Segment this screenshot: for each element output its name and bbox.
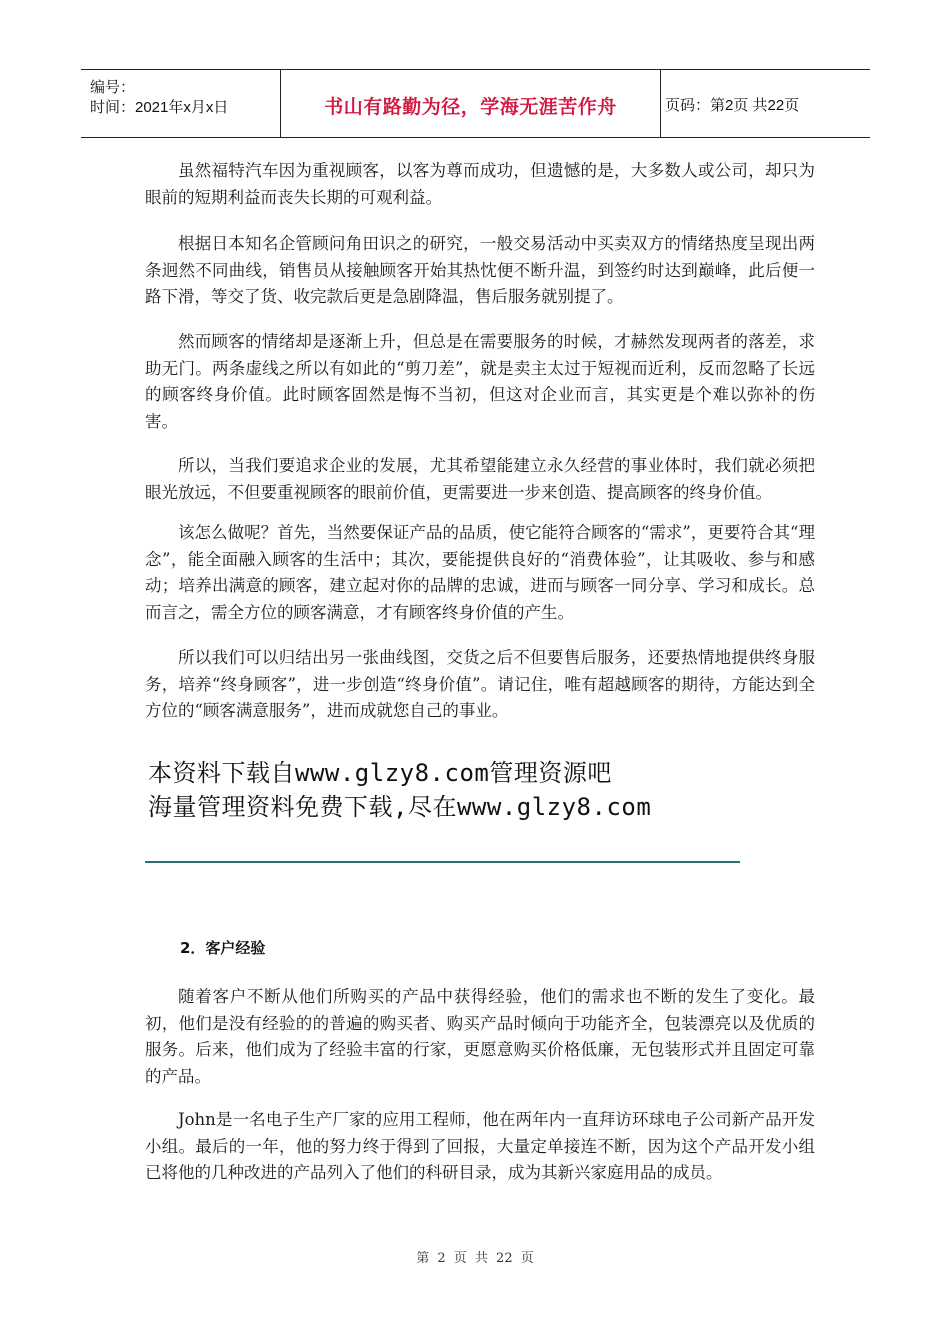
header-right-cell bbox=[661, 70, 870, 137]
page-header bbox=[81, 69, 870, 138]
serial-label: 编号： bbox=[90, 79, 136, 96]
header-left-cell bbox=[81, 70, 281, 137]
paragraph-3: 然而顾客的情绪却是逐渐上升，但总是在需要服务的时候，才赫然发现两者的落差，求助无门。两条虚线之所以有如此的“剪刀差”，就是卖主太过于短视而近利，反而忽略了长远的顾客终身价值。此时顾客固然是悔不当初，但这对企业而言，其实更是个难以弥补的伤害。 bbox=[145, 332, 815, 431]
paragraph-5: 该怎么做呢？首先，当然要保证产品的品质，使它能符合顾客的“需求”，更要符合其“理念”，能全面融入顾客的生活中；其次，要能提供良好的“消费体验”，让其吸收、参与和感动；培养出满意的顾客，建立起对你的品牌的忠诚，进而与顾客一同分享、学习和成长。总而言之，需全方位的顾客满意，才有顾客终身价值的产生。 bbox=[145, 523, 815, 622]
paragraph-6: 所以我们可以归结出另一张曲线图，交货之后不但要售后服务，还要热情地提供终身服务，培养“终身顾客”，进一步创造“终身价值”。请记住，唯有超越顾客的期待，方能达到全方位的“顾客满意服务”，进而成就您自己的事业。 bbox=[145, 648, 815, 720]
promo-line-1: 本资料下载自www.glzy8.com管理资源吧 bbox=[148, 759, 612, 787]
motto: 书山有路勤为径，学海无涯苦作舟 bbox=[324, 96, 617, 118]
header-middle-cell bbox=[281, 70, 661, 137]
paragraph-8: John是一名电子生产厂家的应用工程师，他在两年内一直拜访环球电子公司新产品开发小组。最后的一年，他的努力终于得到了回报，大量定单接连不断，因为这个产品开发小组已将他的几种改进的产品列入了他们的科研目录，成为其新兴家庭用品的成员。 bbox=[145, 1110, 815, 1182]
time-label: 时间：2021年x月x日 bbox=[90, 99, 229, 116]
page-footer: 第 2 页 共 22 页 bbox=[416, 1251, 534, 1266]
paragraph-4: 所以，当我们要追求企业的发展，尤其希望能建立永久经营的事业体时，我们就必须把眼光放远，不但要重视顾客的眼前价值，更需要进一步来创造、提高顾客的终身价值。 bbox=[145, 456, 815, 502]
page-code: 页码：第2页 共22页 bbox=[665, 97, 800, 114]
paragraph-7: 随着客户不断从他们所购买的产品中获得经验，他们的需求也不断的发生了变化。最初，他们是没有经验的的普遍的购买者、购买产品时倾向于功能齐全，包装漂亮以及优质的服务。后来，他们成为了经验丰富的行家，更愿意购买价格低廉，无包装形式并且固定可靠的产品。 bbox=[145, 987, 815, 1086]
divider-rule bbox=[145, 861, 740, 863]
paragraph-1: 虽然福特汽车因为重视顾客，以客为尊而成功，但遗憾的是，大多数人或公司，却只为眼前的短期利益而丧失长期的可观利益。 bbox=[145, 161, 815, 207]
section-heading: 2．客户经验 bbox=[180, 939, 266, 957]
paragraph-2: 根据日本知名企管顾问角田识之的研究，一般交易活动中买卖双方的情绪热度呈现出两条迥然不同曲线，销售员从接触顾客开始其热忱便不断升温，到签约时达到巅峰，此后便一路下滑，等交了货、收完款后更是急剧降温，售后服务就别提了。 bbox=[145, 234, 815, 306]
promo-line-2: 海量管理资料免费下载,尽在www.glzy8.com bbox=[148, 793, 652, 821]
